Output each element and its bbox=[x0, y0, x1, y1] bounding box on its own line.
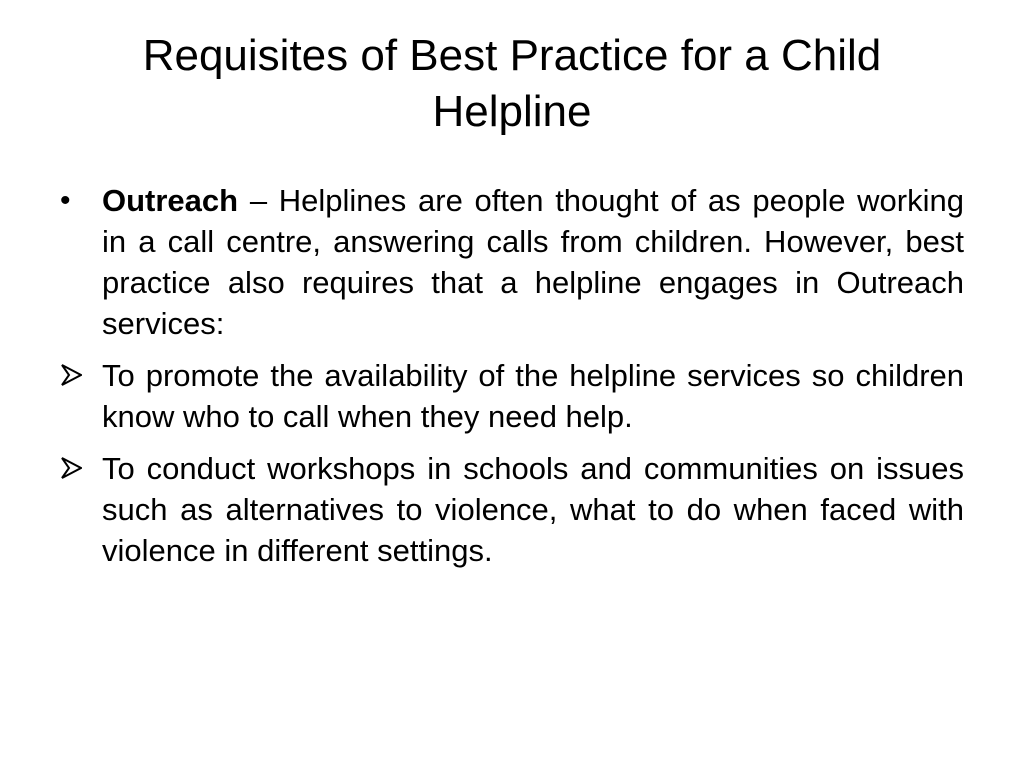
bullet-lead-term: Outreach bbox=[102, 183, 239, 218]
bullet-text: – Helplines are often thought of as people working in a call centre, answering calls from children. However, best practice also requires that a helpline engages in Outreach services: bbox=[102, 183, 964, 341]
bullet-dot-icon: • bbox=[60, 184, 71, 217]
arrow-bullet-icon bbox=[60, 355, 90, 396]
bullet-item-outreach bbox=[56, 180, 964, 344]
bullet-list bbox=[56, 180, 964, 571]
bullet-text: To conduct workshops in schools and communities on issues such as alternatives to violence, what to do when faced with violence in different settings. bbox=[102, 451, 964, 568]
slide-title: Requisites of Best Practice for a Child Helpline bbox=[142, 31, 882, 136]
bullet-item-promote bbox=[56, 355, 964, 437]
arrow-bullet-icon bbox=[60, 448, 90, 489]
bullet-item-workshops bbox=[56, 448, 964, 571]
bullet-text: To promote the availability of the helpline services so children know who to call when they need help. bbox=[102, 358, 964, 434]
